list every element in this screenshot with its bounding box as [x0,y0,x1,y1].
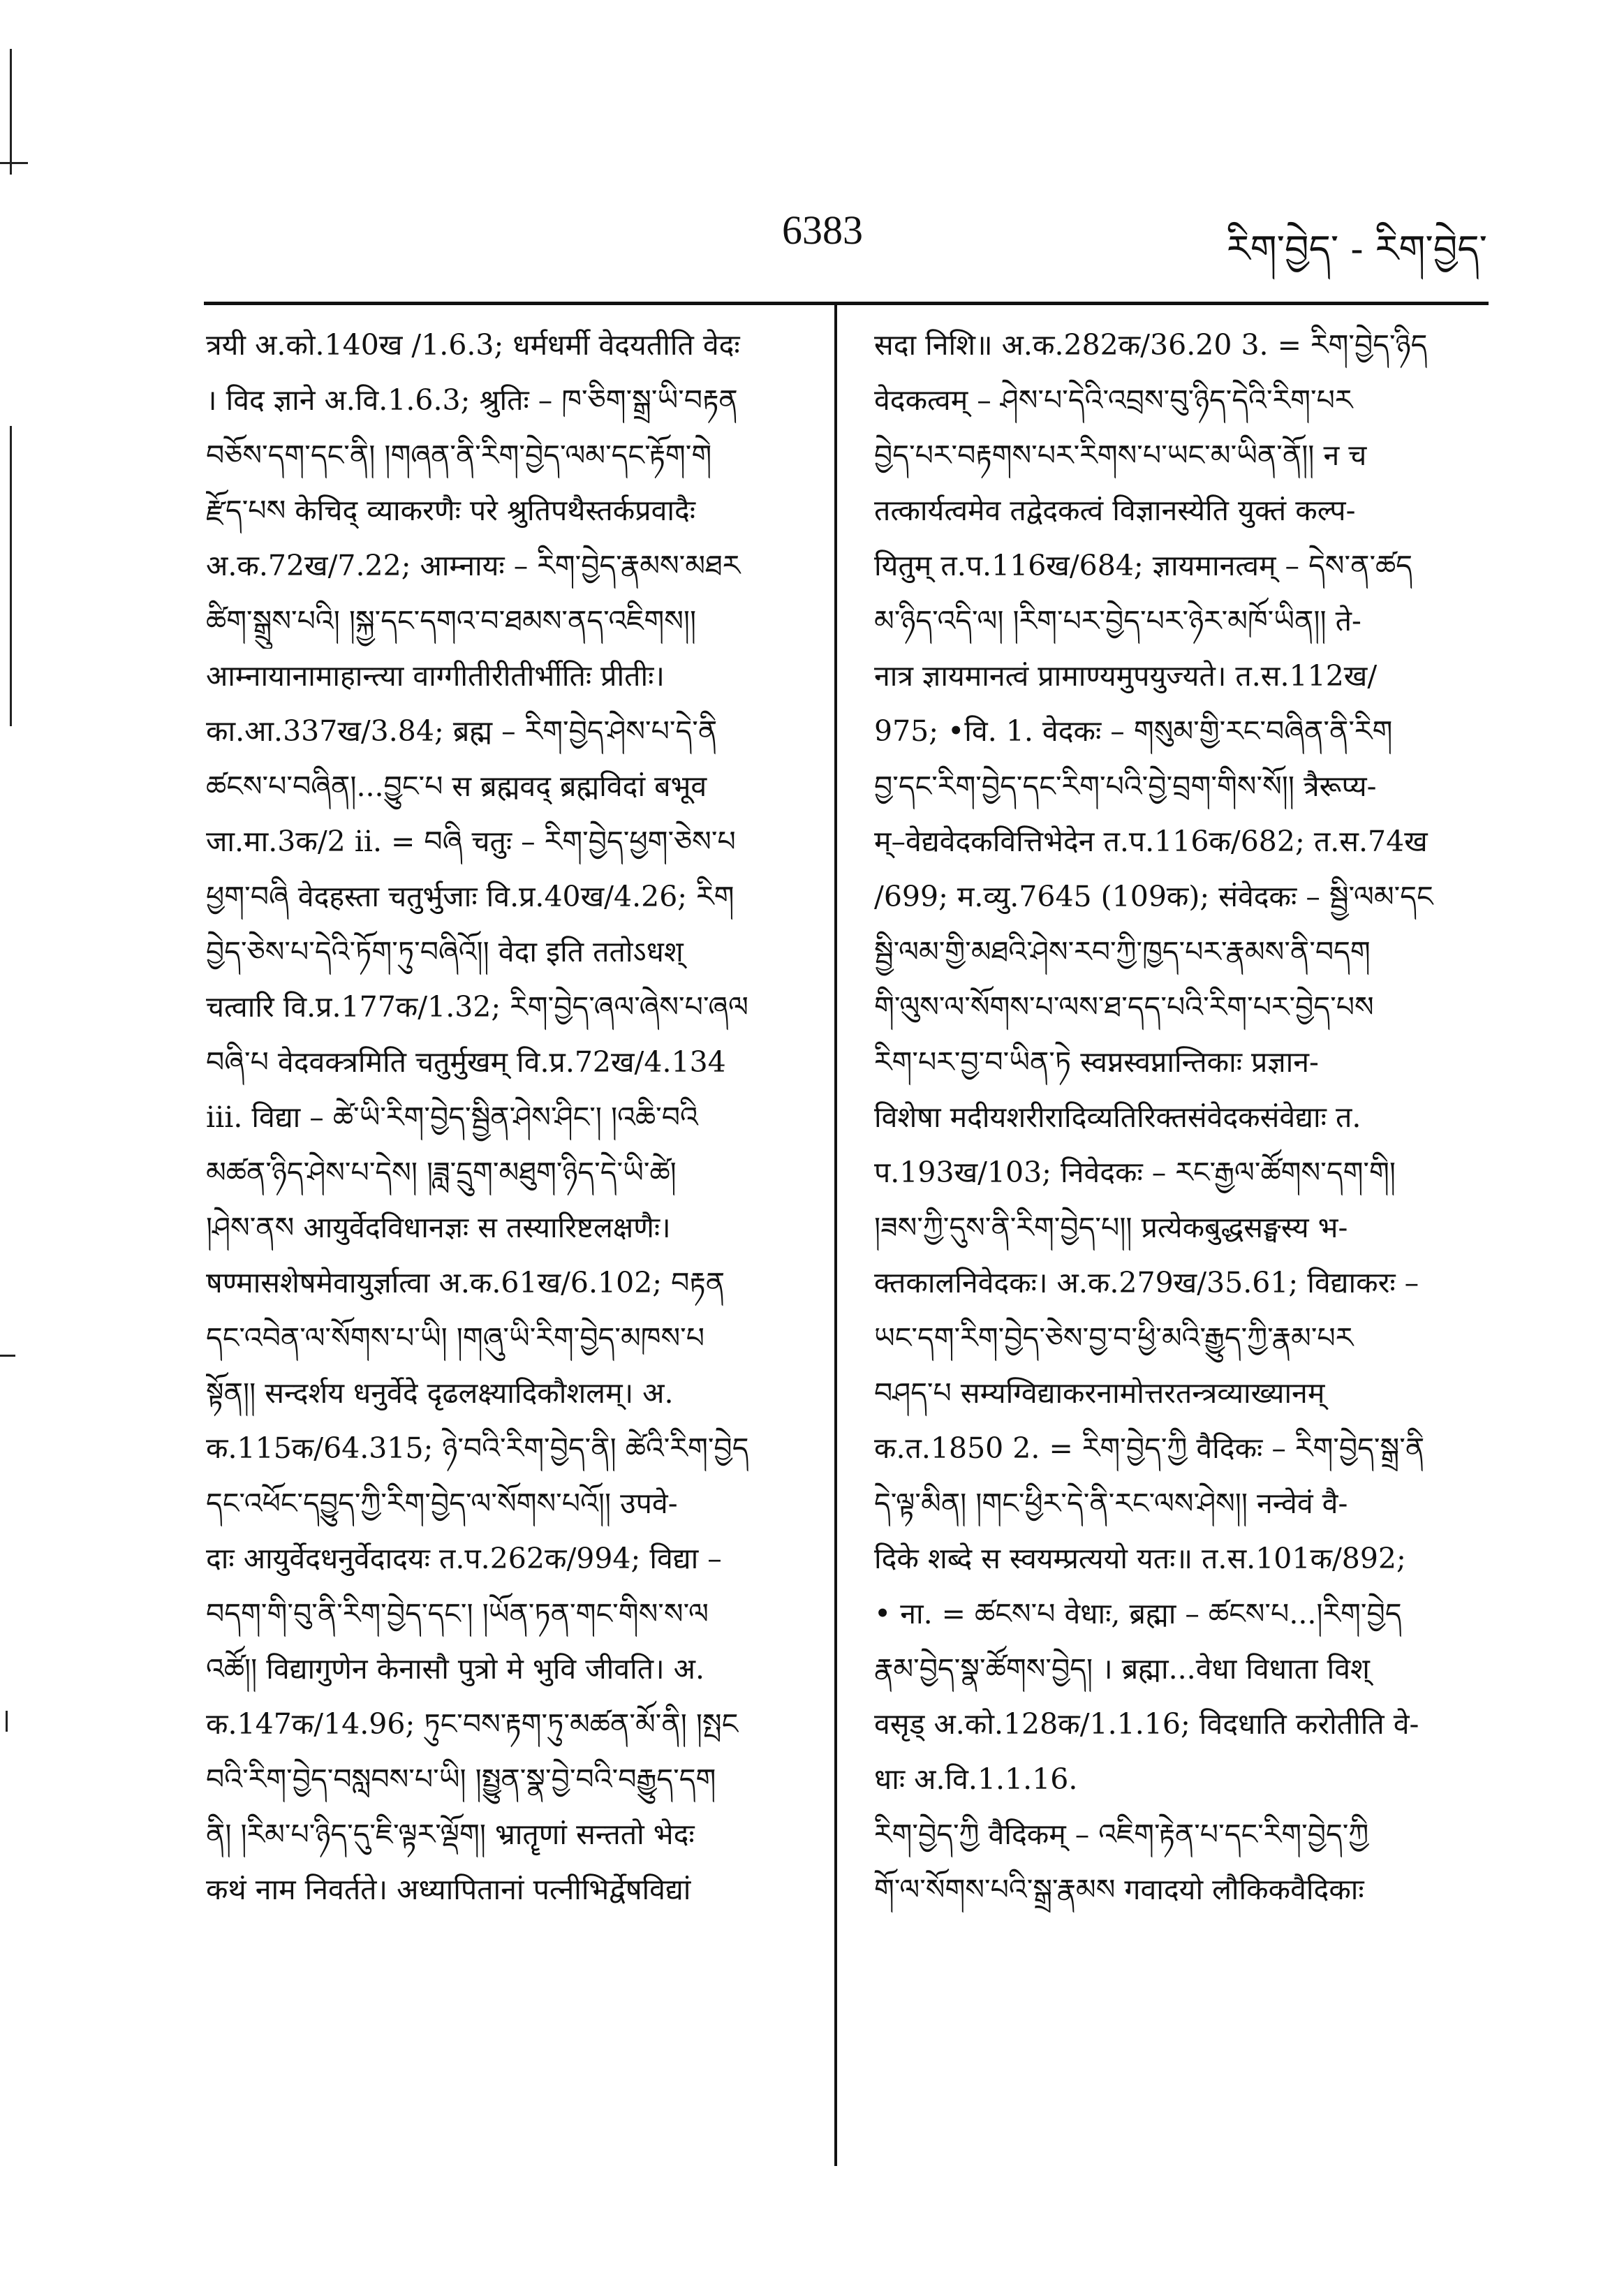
text-line: सदा निशि॥ अ.क.282क/36.20 3. = རིག་བྱེད་ཉིད [874,328,1428,362]
text-line: བྱེད་ཅེས་པ་དེའི་ཏོག་ཏུ་བཞིའོ།། वेदा इति ततोऽधश् [206,935,684,968]
left-column [206,318,813,2147]
text-line: क्तकालनिवेदकः। अ.क.279ख/35.61; विद्याकरः – [874,1266,1419,1299]
text-line: དང་འབེན་ལ་སོགས་པ་ཡི། །གཞུ་ཡི་རིག་བྱེད་མཁས་པ [206,1321,705,1355]
text-line: दिके शब्दे स स्वयम्प्रत्ययो यतः॥ त.स.101क/892; [874,1542,1406,1575]
column-divider [834,302,837,2166]
right-column [874,318,1482,2147]
text-line: । विद ज्ञाने अ.वि.1.6.3; श्रुतिः – ཁ་ཅིག་སྒྲ་ཡི་བརྟན [206,383,738,417]
text-line: /699; म.व्यु.7645 (109क); संवेदकः – སྦྱི་ལམ་དང [874,880,1433,913]
text-line: जा.मा.3क/2 ii. = བཞི चतुः – རིག་བྱེད་ཕྱག་ཅེས་པ [206,825,736,858]
text-line: རྣམ་བྱེད་སྣ་ཚོགས་བྱེད། । ब्रह्मा...वेधा विधाता विश् [874,1652,1370,1686]
margin-mark-dash [0,1355,15,1357]
running-head: རིག་བྱེད་ - རིག་བྱེད་ [1226,227,1487,271]
text-line: བྱ་དང་རིག་བྱེད་དང་རིག་པའི་བྱེ་བྲག་གིས་སོ།། त्रैरूप्य- [874,769,1377,803]
text-line: प.193ख/103; निवेदकः – རང་རྒྱལ་ཚོགས་དག་གི། [874,1156,1396,1189]
text-line: धाः अ.वि.1.1.16. [874,1762,1078,1796]
text-line: वेदकत्वम् – ཤེས་པ་དེའི་འབྲས་བུ་ཉིད་དེའི་རིག་པར [874,383,1353,417]
text-line: དེ་ལྟ་མིན། །གང་ཕྱིར་དེ་ནི་རང་ལས་ཤེས།། नन्वेवं वै- [874,1487,1348,1520]
text-line: སྟོན།། सन्दर्शय धनुर्वेदे दृढलक्ष्यादिकौशलम्। अ. [206,1376,674,1410]
text-line: iii. विद्या – ཚེ་ཡི་རིག་བྱེད་སྦྱིན་ཤེས་ཤིང་། །འཆི་བའི [206,1100,698,1134]
text-line: का.आ.337ख/3.84; ब्रह्म – རིག་བྱེད་ཤེས་པ་དེ་ནི [206,714,718,748]
text-line: འཚོ།། विद्यागुणेन केनासौ पुत्रो मे भुवि जीवति। अ. [206,1652,705,1686]
text-line: མ་ཉིད་འདི་ལ། །རིག་པར་བྱེད་པར་ཉེར་མཁོ་ཡིན།། ते- [874,604,1361,638]
text-line: दाः आयुर्वेदधनुर्वेदादयः त.प.262क/994; विद्या – [206,1542,722,1575]
text-line: क.115क/64.315; ཉེ་བའི་རིག་བྱེད་ནི། ཚེའི་རིག་བྱེད [206,1431,749,1465]
text-line: མཚན་ཉིད་ཤེས་པ་དེས། །ཟླ་དྲུག་མཐུག་ཉིད་དེ་ཡི་ཚེ། [206,1156,677,1189]
text-line: अ.क.72ख/7.22; आम्नायः – རིག་བྱེད་རྣམས་མཐར [206,549,741,582]
text-line: क.147क/14.96; ཏུང་བས་རྟག་ཏུ་མཚན་མོ་ནི། །སྤང [206,1707,739,1741]
text-line: རྫོད་པས केचिद् व्याकरणैः परे श्रुतिपथैस्तर्कप्रवादैः [206,494,696,527]
text-line: चत्वारि वि.प्र.177क/1.32; རིག་བྱེད་ཞལ་ཞེས་པ་ཞལ [206,990,748,1024]
header-rule [204,302,1489,305]
text-line: བཞི་པ वेदवक्त्रमिति चतुर्मुखम् वि.प्र.72ख/4.134 [206,1045,726,1079]
text-line: བདག་གི་བུ་ནི་རིག་བྱེད་དང་། །ཡོན་ཏན་གང་གིས་ས་ལ [206,1597,709,1630]
text-line: आम्नायानामाहान्त्या वाग्गीतीरीतीर्भीतिः प्रीतीः। [206,659,665,693]
text-line: षण्मासशेषमेवायुर्ज्ञात्वा अ.क.61ख/6.102; བརྟན [206,1266,725,1299]
text-line: तत्कार्यत्वमेव तद्वेदकत्वं विज्ञानस्येति युक्तं कल्प- [874,494,1356,527]
text-line: • ना. = ཚངས་པ वेधाः, ब्रह्मा – ཚངས་པ...།རིག་བྱེད [874,1597,1402,1630]
margin-mark-top [10,49,12,175]
text-line: རིག་བྱེད་ཀྱི वैदिकम् – འཇིག་རྟེན་པ་དང་རིག་བྱེད་ཀྱི [874,1818,1369,1851]
text-line: སྦྱི་ལམ་གྱི་མཐའི་ཤེས་རབ་ཀྱི་ཁྱད་པར་རྣམས་ནི་བདག [874,935,1371,968]
text-line: བའི་རིག་བྱེད་བསླབས་པ་ཡི། །སྤྱུན་སྣ་བྱེ་བའི་བརྒྱུད་དག [206,1762,716,1796]
text-line: རིག་པར་བྱ་བ་ཡིན་ཏེ स्वप्नस्वप्नान्तिकाः प्रज्ञान- [874,1045,1319,1079]
text-line: यितुम् त.प.116ख/684; ज्ञायमानत्वम् – དེས་ན་ཚད [874,549,1412,582]
text-line: ཚངས་པ་བཞིན།...བྱུང་པ स ब्रह्मवद् ब्रह्मविदां बभूव [206,769,707,803]
margin-mark-mid [10,426,12,726]
text-line: 975; •वि. 1. वेदकः – གསུམ་གྱི་རང་བཞིན་ནི་རིག [874,714,1393,748]
page-number: 6383 [782,207,863,253]
text-line: གོ་ལ་སོགས་པའི་སྒྲ་རྣམས गवादयो लौकिकवैदिकाः [874,1873,1364,1906]
text-line: त्रयी अ.को.140ख /1.6.3; धर्मधर्मी वेदयतीति वेदः [206,328,740,362]
text-line: विशेषा मदीयशरीरादिव्यतिरिक्तसंवेदकसंवेद्याः त. [874,1100,1361,1134]
text-line: क.त.1850 2. = རིག་བྱེད་ཀྱི वैदिकः – རིག་བྱེད་སྒྲ་ནི [874,1431,1425,1465]
text-line: །ཟས་ཀྱི་དུས་ནི་རིག་བྱེད་པ།། प्रत्येकबुद्धसङ्घस्य भ- [874,1211,1348,1244]
text-line: བཤད་པ सम्यग्विद्याकरनामोत्तरतन्त्रव्याख्यानम् [874,1376,1325,1410]
text-line: དང་འཕོང་དབྱུད་ཀྱི་རིག་བྱེད་ལ་སོགས་པའོ།། उपवे- [206,1487,678,1520]
text-line: ཡང་དག་རིག་བྱེད་ཅེས་བྱ་བ་ཕྱི་མའི་རྒྱུད་ཀྱི་རྣམ་པར [874,1321,1354,1355]
text-line: བཅོས་དག་དང་ནི། །གཞན་ནི་རིག་བྱེད་ལམ་དང་རྟོག་གེ [206,439,712,472]
text-line: कथं नाम निवर्तते। अध्यापितानां पत्नीभिर्द्वेषविद्यां [206,1873,691,1906]
text-line: ནི། །རིམ་པ་ཉིད་དུ་ཇི་ལྟར་ལྡོག། भ्रातॄणां सन्ततो भेदः [206,1818,695,1851]
text-line: །ཤེས་ནས आयुर्वेदविधानज्ञः स तस्यारिष्टलक्षणैः। [206,1211,671,1244]
text-line: ཕྱག་བཞི वेदहस्ता चतुर्भुजाः वि.प्र.40ख/4.26; རིག [206,880,735,913]
text-line: ཚིག་སྒྲུས་པའི། །སྐྱ་དང་དགའ་བ་ཐམས་ནད་འཇིགས།། [206,604,697,638]
text-line: वसृड् अ.को.128क/1.1.16; विदधाति करोतीति वे- [874,1707,1419,1741]
text-line: नात्र ज्ञायमानत्वं प्रामाण्यमुपयुज्यते। त.स.112ख/ [874,659,1378,693]
text-line: བྱེད་པར་བརྟགས་པར་རིགས་པ་ཡང་མ་ཡིན་ནོ།། न च [874,439,1367,472]
margin-mark-tick [0,162,28,164]
margin-mark-low [6,1711,8,1732]
text-line: གི་ལུས་ལ་སོགས་པ་ལས་ཐ་དད་པའི་རིག་པར་བྱེད་པས [874,990,1374,1024]
text-line: म्–वेद्यवेदकवित्तिभेदेन त.प.116क/682; त.स.74ख [874,825,1428,858]
